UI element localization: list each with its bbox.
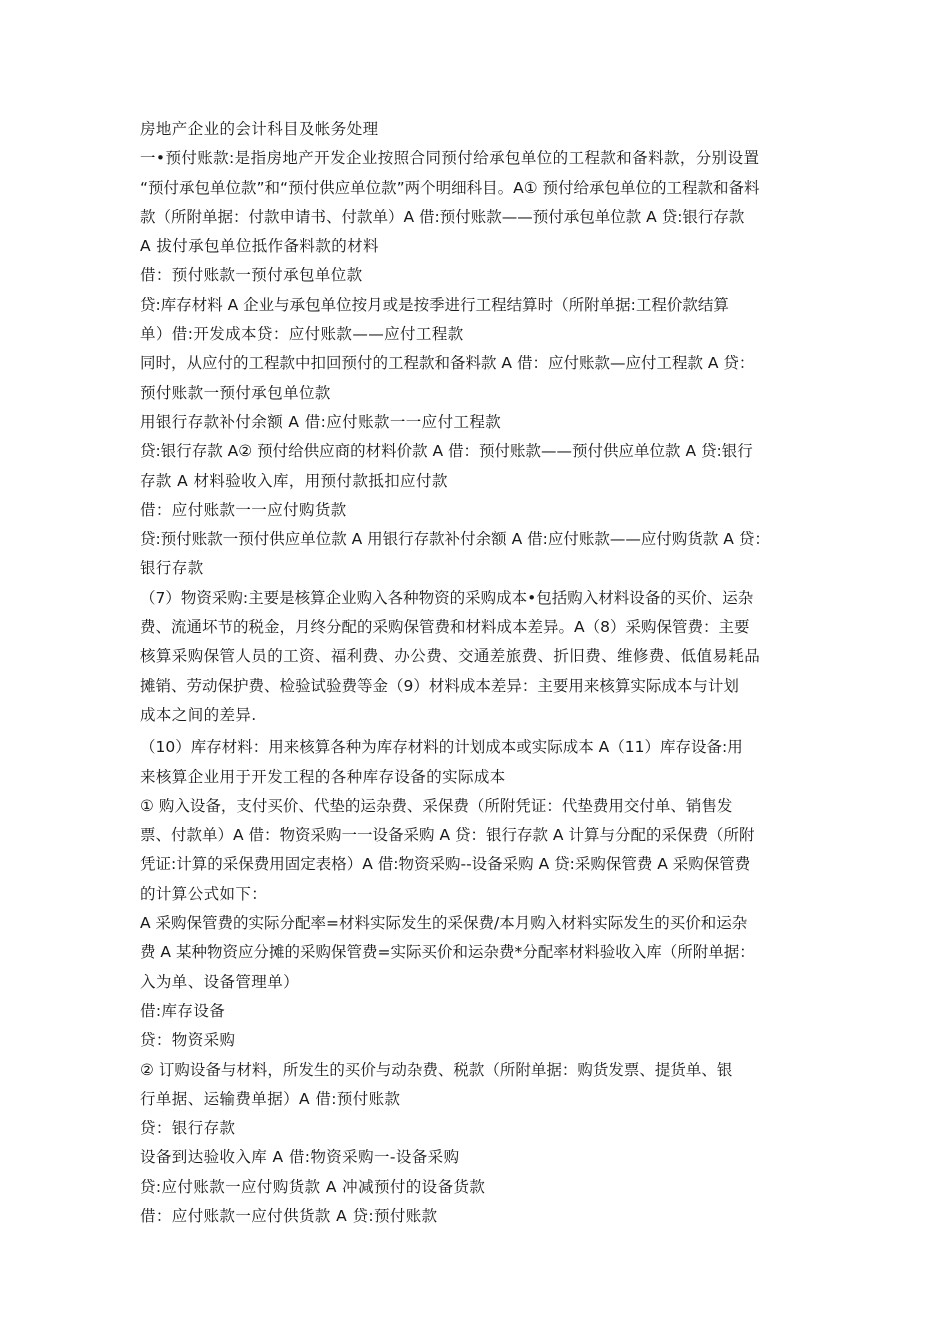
text-line: 费 A 某种物资应分摊的采购保管费=实际买价和运杂费*分配率材料验收入库（所附单据： <box>140 943 755 962</box>
text-line: 借：应付账款一应付供货款 A 贷:预付账款 <box>140 1206 438 1225</box>
text-line: 借：预付账款一预付承包单位款 <box>140 266 363 285</box>
text-line: 贷:库存材料 A 企业与承包单位按月或是按季进行工程结算时（所附单据:工程价款结算 <box>140 295 729 314</box>
text-line: 成本之间的差异. <box>140 705 257 724</box>
text-line: 入为单、设备管理单） <box>140 972 300 991</box>
text-line: 预付账款一预付承包单位款 <box>140 383 331 402</box>
text-line: “预付承包单位款”和“预付供应单位款”两个明细科目。A① 预付给承包单位的工程款和备料 <box>140 178 760 197</box>
text-line: 一•预付账款:是指房地产开发企业按照合同预付给承包单位的工程款和备料款，分别设置 <box>140 149 760 168</box>
text-line: 银行存款 <box>140 559 204 578</box>
text-line: 借：应付账款一一应付购货款 <box>140 500 347 519</box>
text-line: ① 购入设备，支付买价、代垫的运杂费、采保费（所附凭证：代垫费用交付单、销售发 <box>140 796 733 815</box>
document-title: 房地产企业的会计科目及帐务处理 <box>140 120 379 138</box>
text-line: 贷：物资采购 <box>140 1031 236 1050</box>
text-line: 票、付款单）A 借：物资采购一一设备采购 A 贷：银行存款 A 计算与分配的采保费（所附 <box>140 826 755 845</box>
text-line: 的计算公式如下： <box>140 884 268 903</box>
text-line: 贷:预付账款一预付供应单位款 A 用银行存款补付余额 A 借:应付账款——应付购货款 A 贷： <box>140 530 770 549</box>
document-body <box>140 115 820 1231</box>
text-line: 同时，从应付的工程款中扣回预付的工程款和备料款 A 借：应付账款—应付工程款 A 贷： <box>140 354 755 373</box>
text-line: 贷:应付账款一应付购货款 A 冲减预付的设备货款 <box>140 1177 486 1196</box>
text-line: A 采购保管费的实际分配率=材料实际发生的采保费/本月购入材料实际发生的买价和运杂 <box>140 914 748 933</box>
text-line: 核算采购保管人员的工资、福利费、办公费、交通差旅费、折旧费、维修费、低值易耗品 <box>140 647 761 666</box>
text-line: 贷:银行存款 A② 预付给供应商的材料价款 A 借：预付账款——预付供应单位款 A 贷:银行 <box>140 442 753 461</box>
text-line: 存款 A 材料验收入库，用预付款抵扣应付款 <box>140 471 448 490</box>
text-line: （10）库存材料：用来核算各种为库存材料的计划成本或实际成本 A（11）库存设备:用 <box>140 738 743 757</box>
text-line: 用银行存款补付余额 A 借:应付账款一一应付工程款 <box>140 412 502 431</box>
text-line: 款（所附单据：付款申请书、付款单）A 借:预付账款——预付承包单位款 A 贷:银行存款 <box>140 207 745 226</box>
text-line: 单）借:开发成本贷：应付账款——应付工程款 <box>140 325 464 344</box>
text-line: 贷：银行存款 <box>140 1119 236 1138</box>
text-line: 来核算企业用于开发工程的各种库存设备的实际成本 <box>140 767 506 786</box>
text-line: ② 订购设备与材料，所发生的买价与动杂费、税款（所附单据：购货发票、提货单、银 <box>140 1060 733 1079</box>
text-line: 设备到达验收入库 A 借:物资采购一-设备采购 <box>140 1148 460 1167</box>
text-line: 借:库存设备 <box>140 1001 226 1020</box>
text-line: 摊销、劳动保护费、检验试验费等金（9）材料成本差异：主要用来核算实际成本与计划 <box>140 676 739 695</box>
text-line: （7）物资采购:主要是核算企业购入各种物资的采购成本•包括购入材料设备的买价、运杂 <box>140 588 754 607</box>
text-line: 凭证:计算的采保费用固定表格）A 借:物资采购--设备采购 A 贷:采购保管费 A 采购保管费 <box>140 855 751 874</box>
text-line: 费、流通坏节的税金，月终分配的采购保管费和材料成本差异。A（8）采购保管费：主要 <box>140 618 750 637</box>
text-line: A 拔付承包单位抵作备料款的材料 <box>140 237 379 256</box>
text-line: 行单据、运输费单据）A 借:预付账款 <box>140 1089 401 1108</box>
